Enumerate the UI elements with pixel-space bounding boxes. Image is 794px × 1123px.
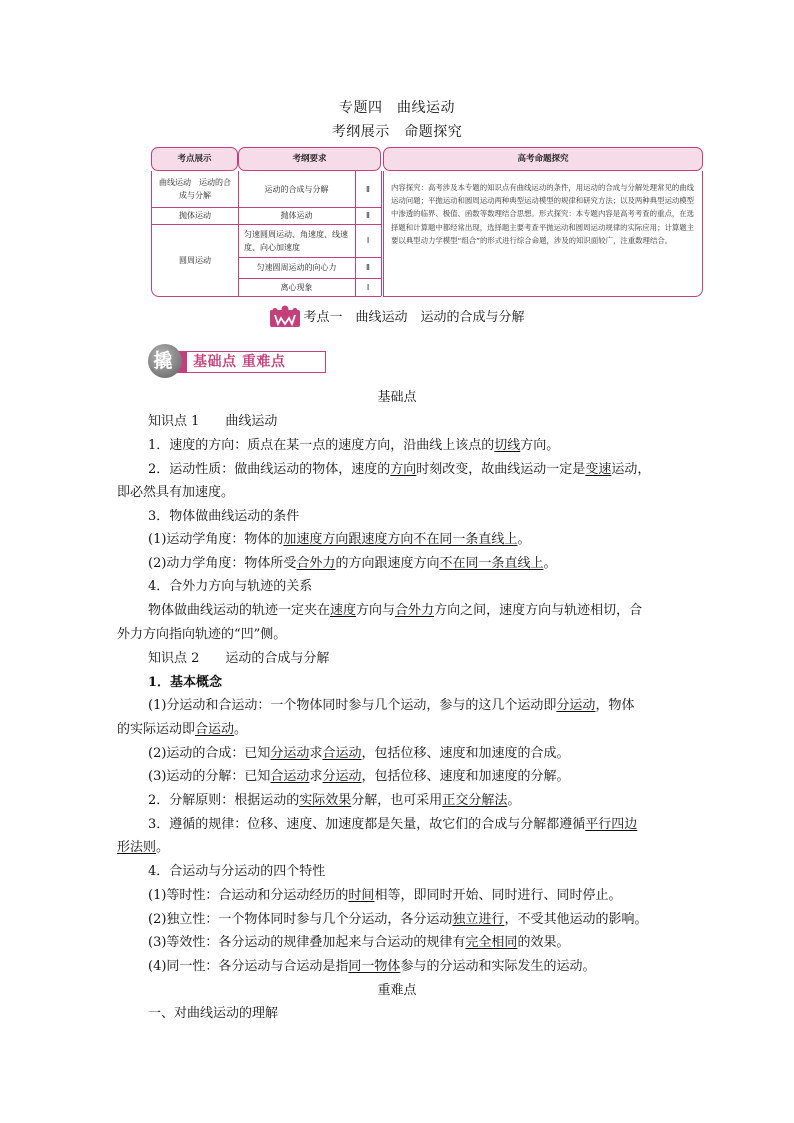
knowledge-point-2: 知识点 2 运动的合成与分解 xyxy=(148,651,330,666)
badge-label: 基础点 重难点 xyxy=(193,354,286,370)
level-cell: Ⅱ xyxy=(366,184,370,194)
key-points-title: 重难点 xyxy=(377,983,417,998)
requirement-cell: 匀速圆周运动、角速度、线速度、向心加速度 xyxy=(244,229,348,252)
text-line: (3)等效性：各分运动的规律叠加起来与合运动的规律有完全相同的效果。 xyxy=(148,935,570,950)
text-line: 1．速度的方向：质点在某一点的速度方向，沿曲线上该点的切线方向。 xyxy=(148,438,560,453)
requirement-cell: 抛体运动 xyxy=(280,211,313,220)
chapter-title: 专题四 曲线运动 xyxy=(339,100,455,116)
col-header-topic: 考点展示 xyxy=(151,147,238,171)
text-line: 4．合运动与分运动的四个特性 xyxy=(148,864,326,879)
text-line: (1)分运动和合运动：一个物体同时参与几个运动，参与的这几个运动即分运动，物体 xyxy=(148,698,635,713)
chapter-subtitle: 考纲展示 命题探究 xyxy=(331,124,463,140)
level-cell: Ⅱ xyxy=(366,211,370,220)
text-line: 即必然具有加速度。 xyxy=(117,485,235,500)
text-line: (3)运动的分解：已知合运动求分运动，包括位移、速度和加速度的分解。 xyxy=(148,769,570,784)
basic-points-badge xyxy=(148,344,328,378)
text-line: 形法则。 xyxy=(117,840,170,855)
text-line: (2)运动的合成：已知分运动求合运动，包括位移、速度和加速度的合成。 xyxy=(148,746,570,761)
topic-cell: 曲线运动 运动的合成与分解 xyxy=(159,178,231,200)
text-line: 的实际运动即合运动。 xyxy=(117,722,248,737)
text-line: 2．运动性质：做曲线运动的物体，速度的方向时刻改变，故曲线运动一定是变速运动， xyxy=(148,462,651,477)
topic-cell: 抛体运动 xyxy=(179,211,211,220)
col-header-requirement: 考纲要求 xyxy=(238,147,381,171)
knowledge-point-1: 知识点 1 曲线运动 xyxy=(148,414,278,429)
badge-tag xyxy=(174,351,326,373)
text-line: 物体做曲线运动的轨迹一定夹在速度方向与合外力方向之间，速度方向与轨迹相切，合 xyxy=(148,603,643,618)
requirement-cell: 运动的合成与分解 xyxy=(264,184,329,194)
table-row xyxy=(152,171,238,207)
text-line: (4)同一性：各分运动与合运动是指同一物体参与的分运动和实际发生的运动。 xyxy=(148,959,596,974)
badge-ball-icon: 撬 xyxy=(148,344,182,378)
text-line: 3．物体做曲线运动的条件 xyxy=(148,509,300,524)
col-header-analysis: 高考命题探究 xyxy=(383,147,703,171)
section-heading xyxy=(0,305,794,331)
text-line: 4．合外力方向与轨迹的关系 xyxy=(148,579,313,594)
text-line: 2．分解原则：根据运动的实际效果分解，也可采用正交分解法。 xyxy=(148,793,521,808)
requirement-cell: 离心现象 xyxy=(280,282,313,292)
analysis-cell: 内容探究：高考涉及本专题的知识点有曲线运动的条件，用运动的合成与分解处理常见的曲线运动问题；平抛运动和圆周运动两种典型运动模型的规律和研究方法；以及两种典型运动模型中渗透的临界、极值、函数等数理结合思想。形式探究：本专题内容是高考考查的重点，在选择题和计算题中都经常出现，选择题主要考查平抛运动和圆周运动规律的实际应用；计算题主要以典型动力学模型“组合”的形式进行综合命题，涉及的知识面较广，注重数理结合。 xyxy=(383,171,703,297)
text-line: (1)运动学角度：物体的加速度方向跟速度方向不在同一条直线上。 xyxy=(148,532,531,547)
level-cell: Ⅰ xyxy=(366,236,370,245)
requirement-cell: 匀速圆周运动的向心力 xyxy=(256,263,337,272)
text-line: 外力方向指向轨迹的“凹”侧。 xyxy=(117,627,287,642)
text-line: (2)独立性：一个物体同时参与几个分运动，各分运动独立进行，不受其他运动的影响。 xyxy=(148,912,648,927)
topic-cell: 圆周运动 xyxy=(179,255,211,265)
section-heading-text: 考点一 曲线运动 运动的合成与分解 xyxy=(303,310,525,325)
text-line: 3．遵循的规律：位移、速度、加速度都是矢量，故它们的合成与分解都遵循平行四边 xyxy=(148,817,638,832)
level-cell: Ⅰ xyxy=(366,282,370,292)
basic-points-title: 基础点 xyxy=(377,390,417,405)
text-line: (1)等时性：合运动和分运动经历的时间相等，即同时开始、同时进行、同时停止。 xyxy=(148,888,622,903)
examination-point-icon xyxy=(269,305,301,331)
text-line: (2)动力学角度：物体所受合外力的方向跟速度方向不在同一条直线上。 xyxy=(148,556,557,571)
level-cell: Ⅱ xyxy=(366,263,370,272)
text-line: 1．基本概念 xyxy=(148,675,223,690)
exam-outline-table xyxy=(151,147,703,297)
text-line: 一、对曲线运动的理解 xyxy=(148,1006,279,1021)
table-body-left xyxy=(151,171,381,297)
